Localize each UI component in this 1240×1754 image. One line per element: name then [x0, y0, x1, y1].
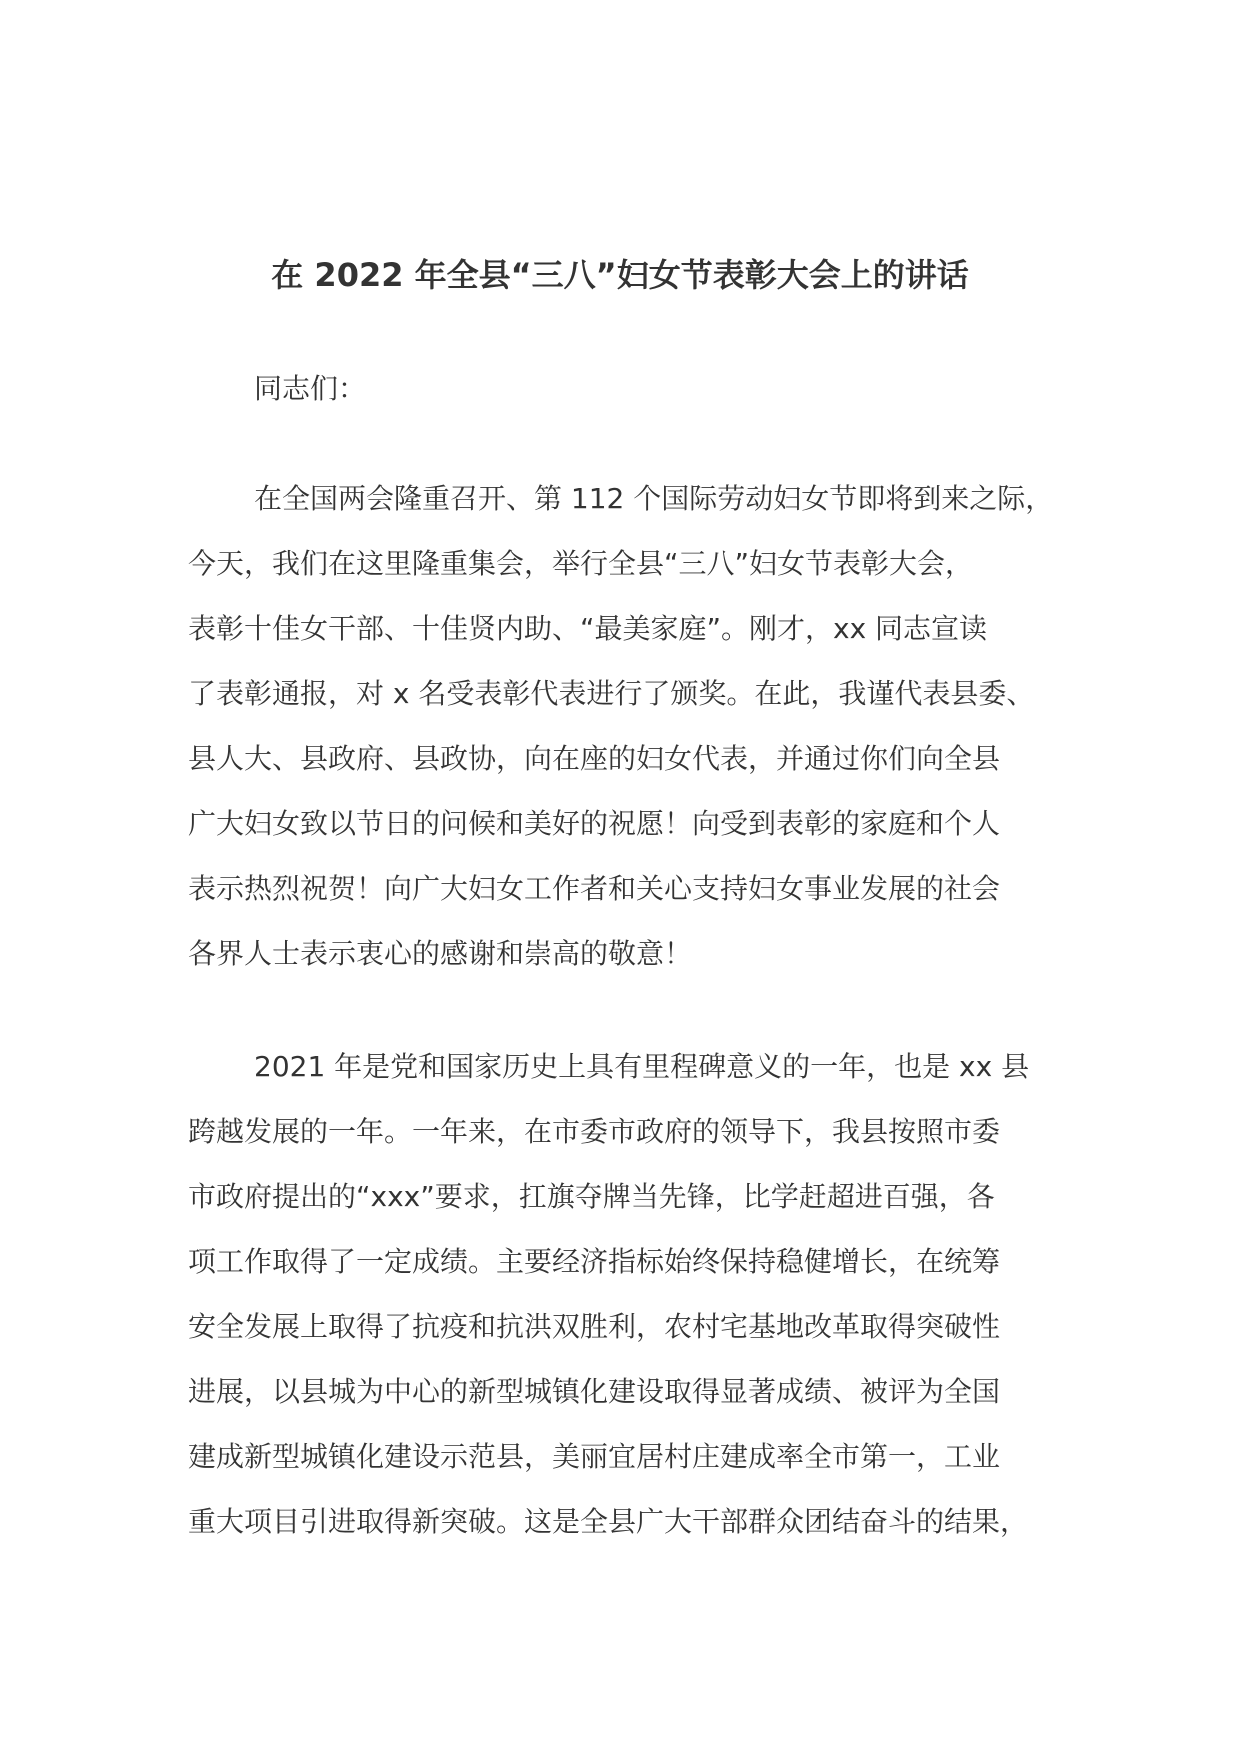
document-title: 在 2022 年全县“三八”妇女节表彰大会上的讲话 [271, 256, 969, 294]
greeting-paragraph [188, 356, 1088, 421]
paragraph-line: 安全发展上取得了抗疫和抗洪双胜利，农村宅基地改革取得突破性 [188, 1310, 1001, 1343]
paragraph-line: 重大项目引进取得新突破。这是全县广大干部群众团结奋斗的结果， [188, 1505, 1029, 1538]
paragraph-line: 项工作取得了一定成绩。主要经济指标始终保持稳健增长，在统筹 [188, 1245, 1001, 1278]
paragraph-line: 各界人士表示衷心的感谢和崇高的敬意！ [188, 937, 693, 970]
paragraph-line: 今天，我们在这里隆重集会，举行全县“三八”妇女节表彰大会， [188, 547, 974, 580]
paragraph-line: 2021 年是党和国家历史上具有里程碑意义的一年，也是 xx 县 [254, 1050, 1030, 1083]
greeting-line: 同志们： [254, 372, 367, 405]
paragraph-line: 表彰十佳女干部、十佳贤内助、“最美家庭”。刚才，xx 同志宣读 [188, 612, 988, 645]
body-paragraph-1 [188, 466, 1088, 986]
paragraph-line: 广大妇女致以节日的问候和美好的祝愿！向受到表彰的家庭和个人 [188, 807, 1001, 840]
paragraph-line: 在全国两会隆重召开、第 112 个国际劳动妇女节即将到来之际， [254, 482, 1054, 515]
paragraph-line: 表示热烈祝贺！向广大妇女工作者和关心支持妇女事业发展的社会 [188, 872, 1001, 905]
paragraph-line: 市政府提出的“xxx”要求，扛旗夺牌当先锋，比学赶超进百强，各 [188, 1180, 995, 1213]
paragraph-line: 进展，以县城为中心的新型城镇化建设取得显著成绩、被评为全国 [188, 1375, 1001, 1408]
body-paragraph-2 [188, 1034, 1088, 1554]
paragraph-line: 县人大、县政府、县政协，向在座的妇女代表，并通过你们向全县 [188, 742, 1001, 775]
paragraph-line: 跨越发展的一年。一年来，在市委市政府的领导下，我县按照市委 [188, 1115, 1001, 1148]
paragraph-line: 了表彰通报，对 x 名受表彰代表进行了颁奖。在此，我谨代表县委、 [188, 677, 1035, 710]
paragraph-line: 建成新型城镇化建设示范县，美丽宜居村庄建成率全市第一，工业 [188, 1440, 1001, 1473]
